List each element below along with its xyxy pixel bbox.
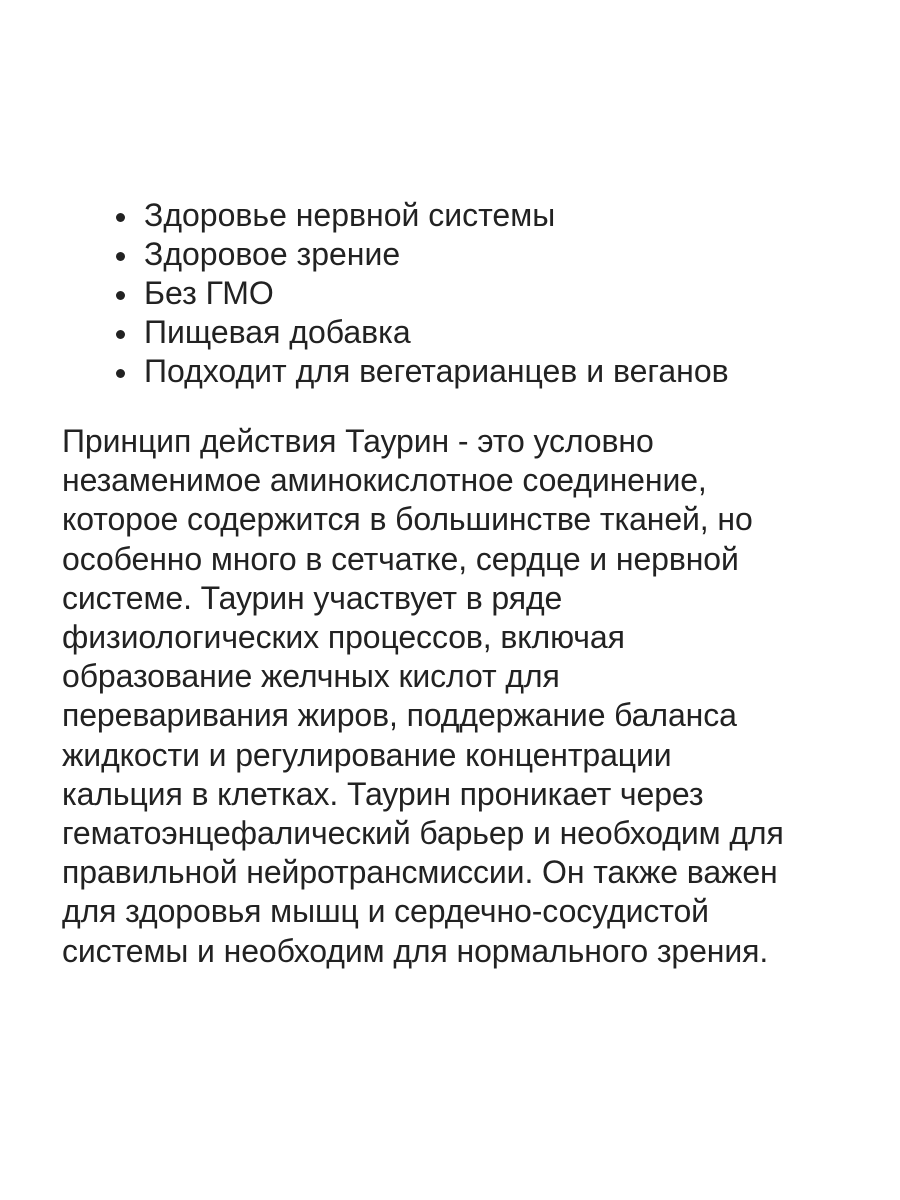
feature-item (116, 235, 876, 274)
feature-item (116, 313, 876, 352)
description-line: Принцип действия Таурин - это условно (62, 423, 654, 459)
feature-text: Здоровое зрение (144, 236, 401, 272)
feature-text: Пищевая добавка (144, 314, 411, 350)
description-line: образование желчных кислот для (62, 658, 560, 695)
bullet-icon (116, 330, 125, 339)
description-line: кальция в клетках. Таурин проникает через (62, 775, 704, 812)
description-line: переваривания жиров, поддержание баланса (62, 697, 737, 734)
description-line: для здоровья мышц и сердечно-сосудистой (62, 893, 709, 930)
product-description (62, 422, 852, 971)
bullet-icon (116, 213, 125, 222)
description-line: системы и необходим для нормального зрения. (62, 932, 769, 969)
description-line: особенно много в сетчатке, сердце и нервной (62, 540, 739, 577)
description-line: которое содержится в большинстве тканей, но (62, 501, 753, 538)
description-line: физиологических процессов, включая (62, 619, 625, 656)
feature-text: Без ГМО (144, 275, 274, 311)
description-line: жидкости и регулирование концентрации (62, 736, 672, 773)
bullet-icon (116, 252, 125, 261)
feature-text: Подходит для вегетарианцев и веганов (144, 353, 729, 389)
bullet-icon (116, 369, 125, 378)
feature-text: Здоровье нервной системы (144, 197, 556, 233)
feature-item (116, 274, 876, 313)
feature-list (116, 196, 876, 391)
description-line: незаменимое аминокислотное соединение, (62, 462, 707, 499)
description-line: системе. Таурин участвует в ряде (62, 579, 563, 616)
description-line: гематоэнцефалический барьер и необходим для (62, 815, 784, 852)
description-line: правильной нейротрансмиссии. Он также важен (62, 854, 778, 891)
bullet-icon (116, 291, 125, 300)
feature-item (116, 352, 876, 391)
feature-item (116, 196, 876, 235)
